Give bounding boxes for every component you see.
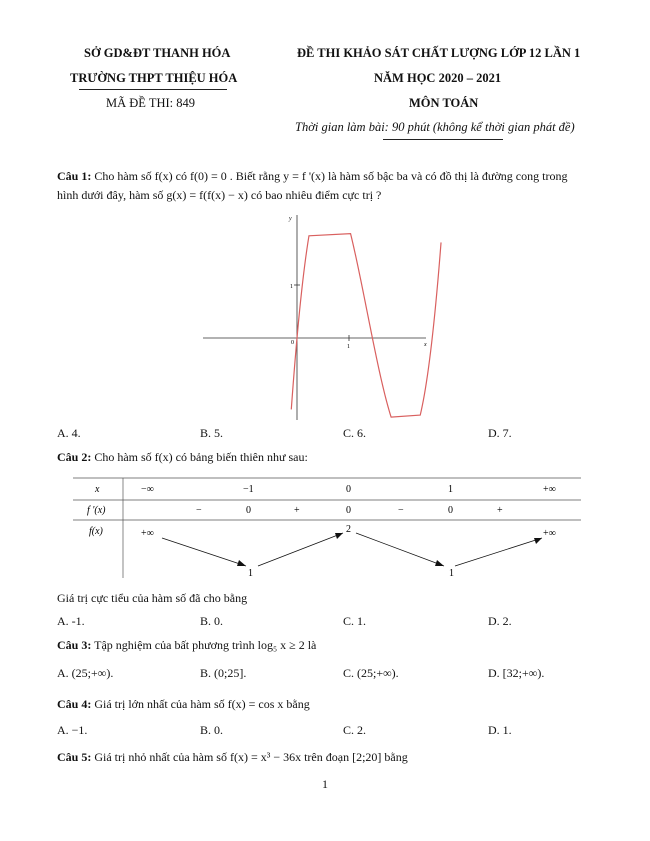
x-tick-label: 1 [347,344,350,350]
arrow-up-1-head [335,533,343,539]
school-year: NĂM HỌC 2020 – 2021 [374,71,502,85]
question-2-option-d[interactable]: D. 2. [488,614,512,628]
x-axis-label: x [424,342,427,348]
table-label-x: x [95,484,100,495]
derivative-sign: + [497,505,503,516]
question-1-option-a[interactable]: A. 4. [57,426,81,440]
question-2-text: Cho hàm số f(x) có bảng biến thiên như sau: [94,450,308,464]
question-3-option-b[interactable]: B. (0;25]. [200,666,247,680]
question-2-line2: Giá trị cực tiểu của hàm số đã cho bằng [57,591,248,605]
question-4-line1 [57,697,310,712]
x-value: 1 [448,484,453,495]
question-4-option-c[interactable]: C. 2. [343,723,367,737]
question-1-option-c[interactable]: C. 6. [343,426,367,440]
question-3-option-c[interactable]: C. (25;+∞). [343,666,399,680]
question-5-label: Câu 5: [57,750,92,764]
question-4-text: Giá trị lớn nhất của hàm số f(x) = cos x bằng [94,697,310,711]
question-1-text: Cho hàm số f(x) có f(0) = 0 . Biết rằng y = f '(x) là hàm số bậc ba và có đồ thị là đường cong trong [94,169,568,183]
page-number: 1 [322,777,328,791]
arrow-up-2-head [534,538,542,544]
f-value: 1 [248,568,253,579]
school-name: TRƯỜNG THPT THIỆU HÓA [70,71,238,85]
school-department: SỞ GD&ĐT THANH HÓA [84,46,231,60]
question-4-option-b[interactable]: B. 0. [200,723,224,737]
derivative-sign: + [294,505,300,516]
arrow-down-1 [162,538,246,566]
arrow-down-1-head [237,560,246,566]
question-1-line2: hình dưới đây, hàm số g(x) = f(f(x) − x) có bao nhiêu điểm cực trị ? [57,188,382,202]
y-tick-label: 1 [290,284,293,290]
question-4-label: Câu 4: [57,697,92,711]
arrow-down-2 [356,533,444,566]
exam-code: MÃ ĐỀ THI: 849 [106,96,196,110]
derivative-sign: − [196,505,202,516]
question-2-option-a[interactable]: A. -1. [57,614,85,628]
question-2-option-b[interactable]: B. 0. [200,614,224,628]
arrow-up-2 [455,538,542,566]
exam-title: ĐỀ THI KHẢO SÁT CHẤT LƯỢNG LỚP 12 LẦN 1 [297,46,581,60]
question-1-label: Câu 1: [57,169,92,183]
f-value: +∞ [543,528,556,539]
table-label-f: f(x) [89,526,103,537]
derivative-sign: 0 [448,505,453,516]
x-value: +∞ [543,484,556,495]
f-value: 2 [346,524,351,535]
x-value: 0 [346,484,351,495]
time-note: Thời gian làm bài: 90 phút (không kể thời gian phát đề) [295,120,575,134]
x-value: −1 [243,484,254,495]
derivative-sign: 0 [346,505,351,516]
question-5-line1 [57,750,408,765]
question-4-option-a[interactable]: A. −1. [57,723,88,737]
question-2-option-c[interactable]: C. 1. [343,614,367,628]
question-5-text: Giá trị nhỏ nhất của hàm số f(x) = x³ − 36x trên đoạn [2;20] bằng [94,750,408,764]
question-3-text: Tập nghiệm của bất phương trình log₅ x ≥ 2 là [94,638,317,652]
table-label-fprime: f '(x) [87,505,106,516]
f-value: 1 [449,568,454,579]
question-3-option-d[interactable]: D. [32;+∞). [488,666,545,680]
subject: MÔN TOÁN [409,96,479,110]
question-1-option-b[interactable]: B. 5. [200,426,224,440]
x-value: −∞ [141,484,154,495]
derivative-sign: − [398,505,404,516]
question-3-label: Câu 3: [57,638,92,652]
question-4-option-d[interactable]: D. 1. [488,723,512,737]
arrow-down-2-head [435,560,444,566]
question-2-label: Câu 2: [57,450,92,464]
origin-label: 0 [291,340,294,346]
question-1-option-d[interactable]: D. 7. [488,426,512,440]
question-3-line1 [57,638,316,653]
f-value: +∞ [141,528,154,539]
y-axis-label: y [289,216,292,222]
derivative-sign: 0 [246,505,251,516]
question-3-option-a[interactable]: A. (25;+∞). [57,666,114,680]
arrow-up-1 [258,533,343,566]
